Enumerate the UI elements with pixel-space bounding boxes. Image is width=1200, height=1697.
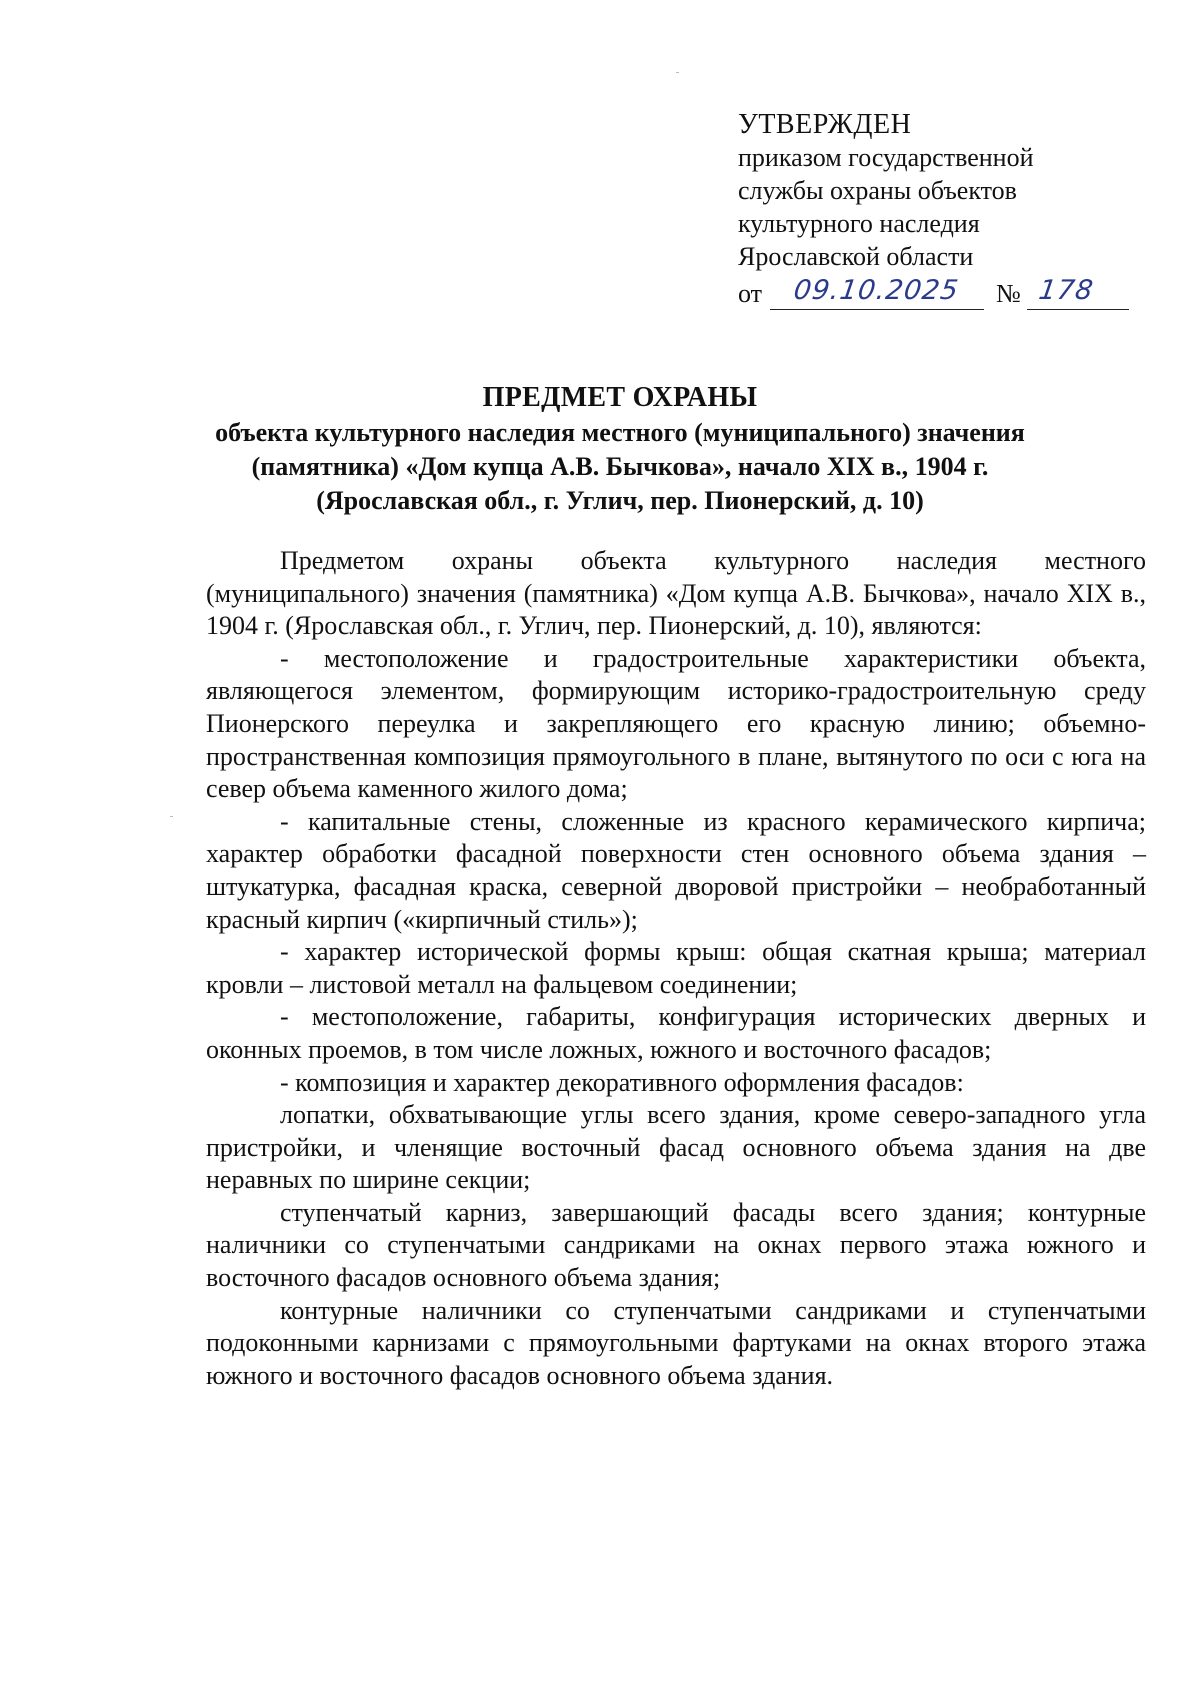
body-paragraph: Предметом охраны объекта культурного наследия местного (муниципального) значения (памятника) «Дом купца А.В. Бычкова», начало XIX в., 1904 г. (Ярославская обл., г. Углич, пер. Пионерский, д. 10), являются: xyxy=(206,546,1146,641)
approval-line: службы охраны объектов xyxy=(738,176,1017,205)
body-paragraph: - композиция и характер декоративного оформления фасадов: xyxy=(280,1067,964,1097)
body-paragraph: - характер исторической формы крыш: общая скатная крыша; материал кровли – листовой металл на фальцевом соединении; xyxy=(206,937,1146,999)
handwritten-date: 09.10.2025 xyxy=(791,275,961,306)
body-paragraph: - местоположение, габариты, конфигурация исторических дверных и оконных проемов, в том числе ложных, южного и восточного фасадов; xyxy=(206,1002,1146,1064)
body-paragraph: контурные наличники со ступенчатыми сандриками и ступенчатыми подоконными карнизами с прямоугольными фартуками на окнах второго этажа южного и восточного фасадов основного объема здания. xyxy=(206,1295,1146,1390)
body-paragraph: - капитальные стены, сложенные из красного керамического кирпича; характер обработки фасадной поверхности стен основного объема здания – штукатурка, фасадная краска, северной дворовой пристройки – необработанный красный кирпич («кирпичный стиль»); xyxy=(206,806,1146,934)
body-paragraph: ступенчатый карниз, завершающий фасады всего здания; контурные наличники со ступенчатыми сандриками на окнах первого этажа южного и восточного фасадов основного объема здания; xyxy=(206,1197,1146,1293)
number-blank xyxy=(1027,275,1129,310)
order-reference xyxy=(738,275,1138,310)
scan-artifact xyxy=(676,72,679,73)
body-paragraph: лопатки, обхватывающие углы всего здания, кроме северо-западного угла пристройки, и членящие восточный фасад основного объема здания на две неравных по ширине секции; xyxy=(206,1100,1146,1195)
document-body xyxy=(206,545,1146,1392)
number-label: № xyxy=(996,279,1021,308)
approval-line: приказом государственной xyxy=(738,143,1034,172)
body-paragraph: - местоположение и градостроительные характеристики объекта, являющегося элементом, формирующим историко-градостроительную среду Пионерского переулка и закрепляющего его красную линию; объемно-пространственная композиция прямоугольного в плане, вытянутого по оси с юга на север объема каменного жилого дома; xyxy=(206,643,1146,804)
document-title: ПРЕДМЕТ ОХРАНЫ xyxy=(482,382,758,413)
heading-line: (памятника) «Дом купца А.В. Бычкова», начало XIX в., 1904 г. xyxy=(251,452,989,481)
from-label: от xyxy=(738,279,763,308)
handwritten-number: 178 xyxy=(1036,275,1096,306)
document-heading xyxy=(120,380,1120,518)
scan-artifact xyxy=(170,816,173,817)
approval-title: УТВЕРЖДЕН xyxy=(738,109,912,140)
heading-line: объекта культурного наследия местного (муниципального) значения xyxy=(215,418,1025,447)
approval-block xyxy=(738,108,1138,310)
date-blank xyxy=(770,275,984,310)
heading-line: (Ярославская обл., г. Углич, пер. Пионерский, д. 10) xyxy=(316,486,924,515)
approval-line: Ярославской области xyxy=(738,242,974,271)
approval-line: культурного наследия xyxy=(738,209,980,238)
